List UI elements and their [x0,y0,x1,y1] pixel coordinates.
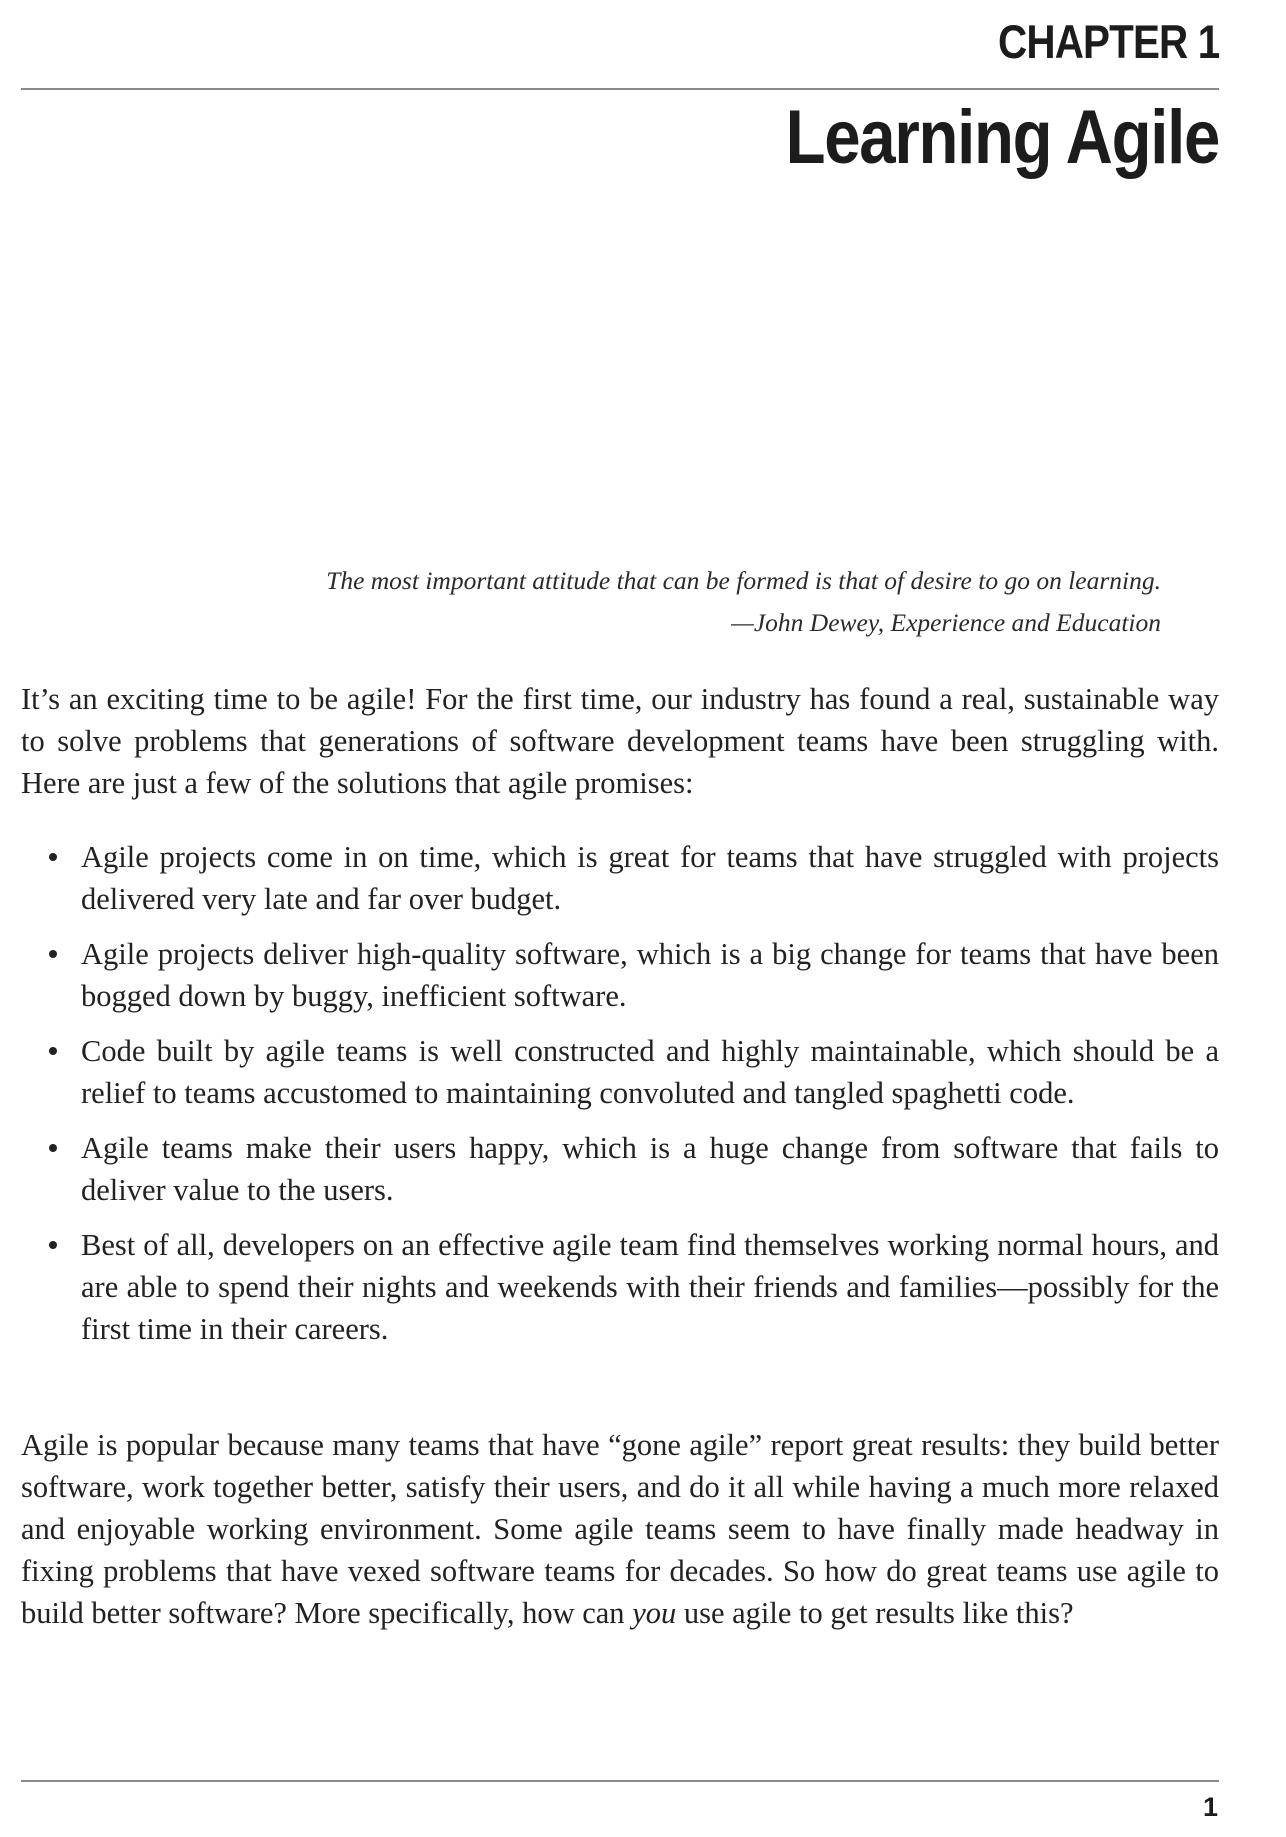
promises-list [21,836,1219,1363]
footer-rule [21,1780,1219,1782]
closing-paragraph [21,1424,1219,1634]
list-item [21,1030,1219,1114]
list-item [21,1224,1219,1350]
epigraph [161,560,1161,644]
bullet-icon [49,950,57,958]
epigraph-attribution: —John Dewey, Experience and Education [731,608,1161,637]
bullet-icon [49,1241,57,1249]
closing-text-start: Agile is popular because many teams that have “gone agile” report great results: they build better software, work together better, satisfy their users, and do it all while having a much more relaxed and enjoyable working environment. Some agile teams seem to have finally made headway in fixing problems that have vexed software teams for decades. So how do great teams use agile to build better software? More specifically, how can [21,1428,1219,1630]
emphasis-word: you [632,1596,677,1630]
epigraph-quote: The most important attitude that can be formed is that of desire to go on learning. [326,566,1161,595]
bullet-icon [49,853,57,861]
list-item [21,933,1219,1017]
list-item-text: Best of all, developers on an effective agile team find themselves working normal hours, and are able to spend their nights and weekends with their friends and families—possibly for the first time in their careers. [81,1228,1219,1346]
header-rule [21,88,1219,90]
list-item [21,836,1219,920]
list-item-text: Agile projects deliver high-quality software, which is a big change for teams that have been bogged down by buggy, inefficient software. [81,937,1219,1013]
chapter-title: Learning Agile [785,95,1219,180]
list-item-text: Agile projects come in on time, which is great for teams that have struggled with projects delivered very late and far over budget. [81,840,1219,916]
bullet-icon [49,1047,57,1055]
chapter-label: CHAPTER 1 [997,15,1219,68]
list-item-text: Agile teams make their users happy, which is a huge change from software that fails to deliver value to the users. [81,1131,1219,1207]
intro-paragraph: It’s an exciting time to be agile! For the first time, our industry has found a real, sustainable way to solve problems that generations of software development teams have been struggling with. Here are just a few of the solutions that agile promises: [21,682,1219,800]
bullet-icon [49,1144,57,1152]
list-item [21,1127,1219,1211]
list-item-text: Code built by agile teams is well constructed and highly maintainable, which should be a relief to teams accustomed to maintaining convoluted and tangled spaghetti code. [81,1034,1219,1110]
page-number: 1 [1202,1792,1218,1822]
closing-text-end: use agile to get results like this? [676,1596,1074,1630]
